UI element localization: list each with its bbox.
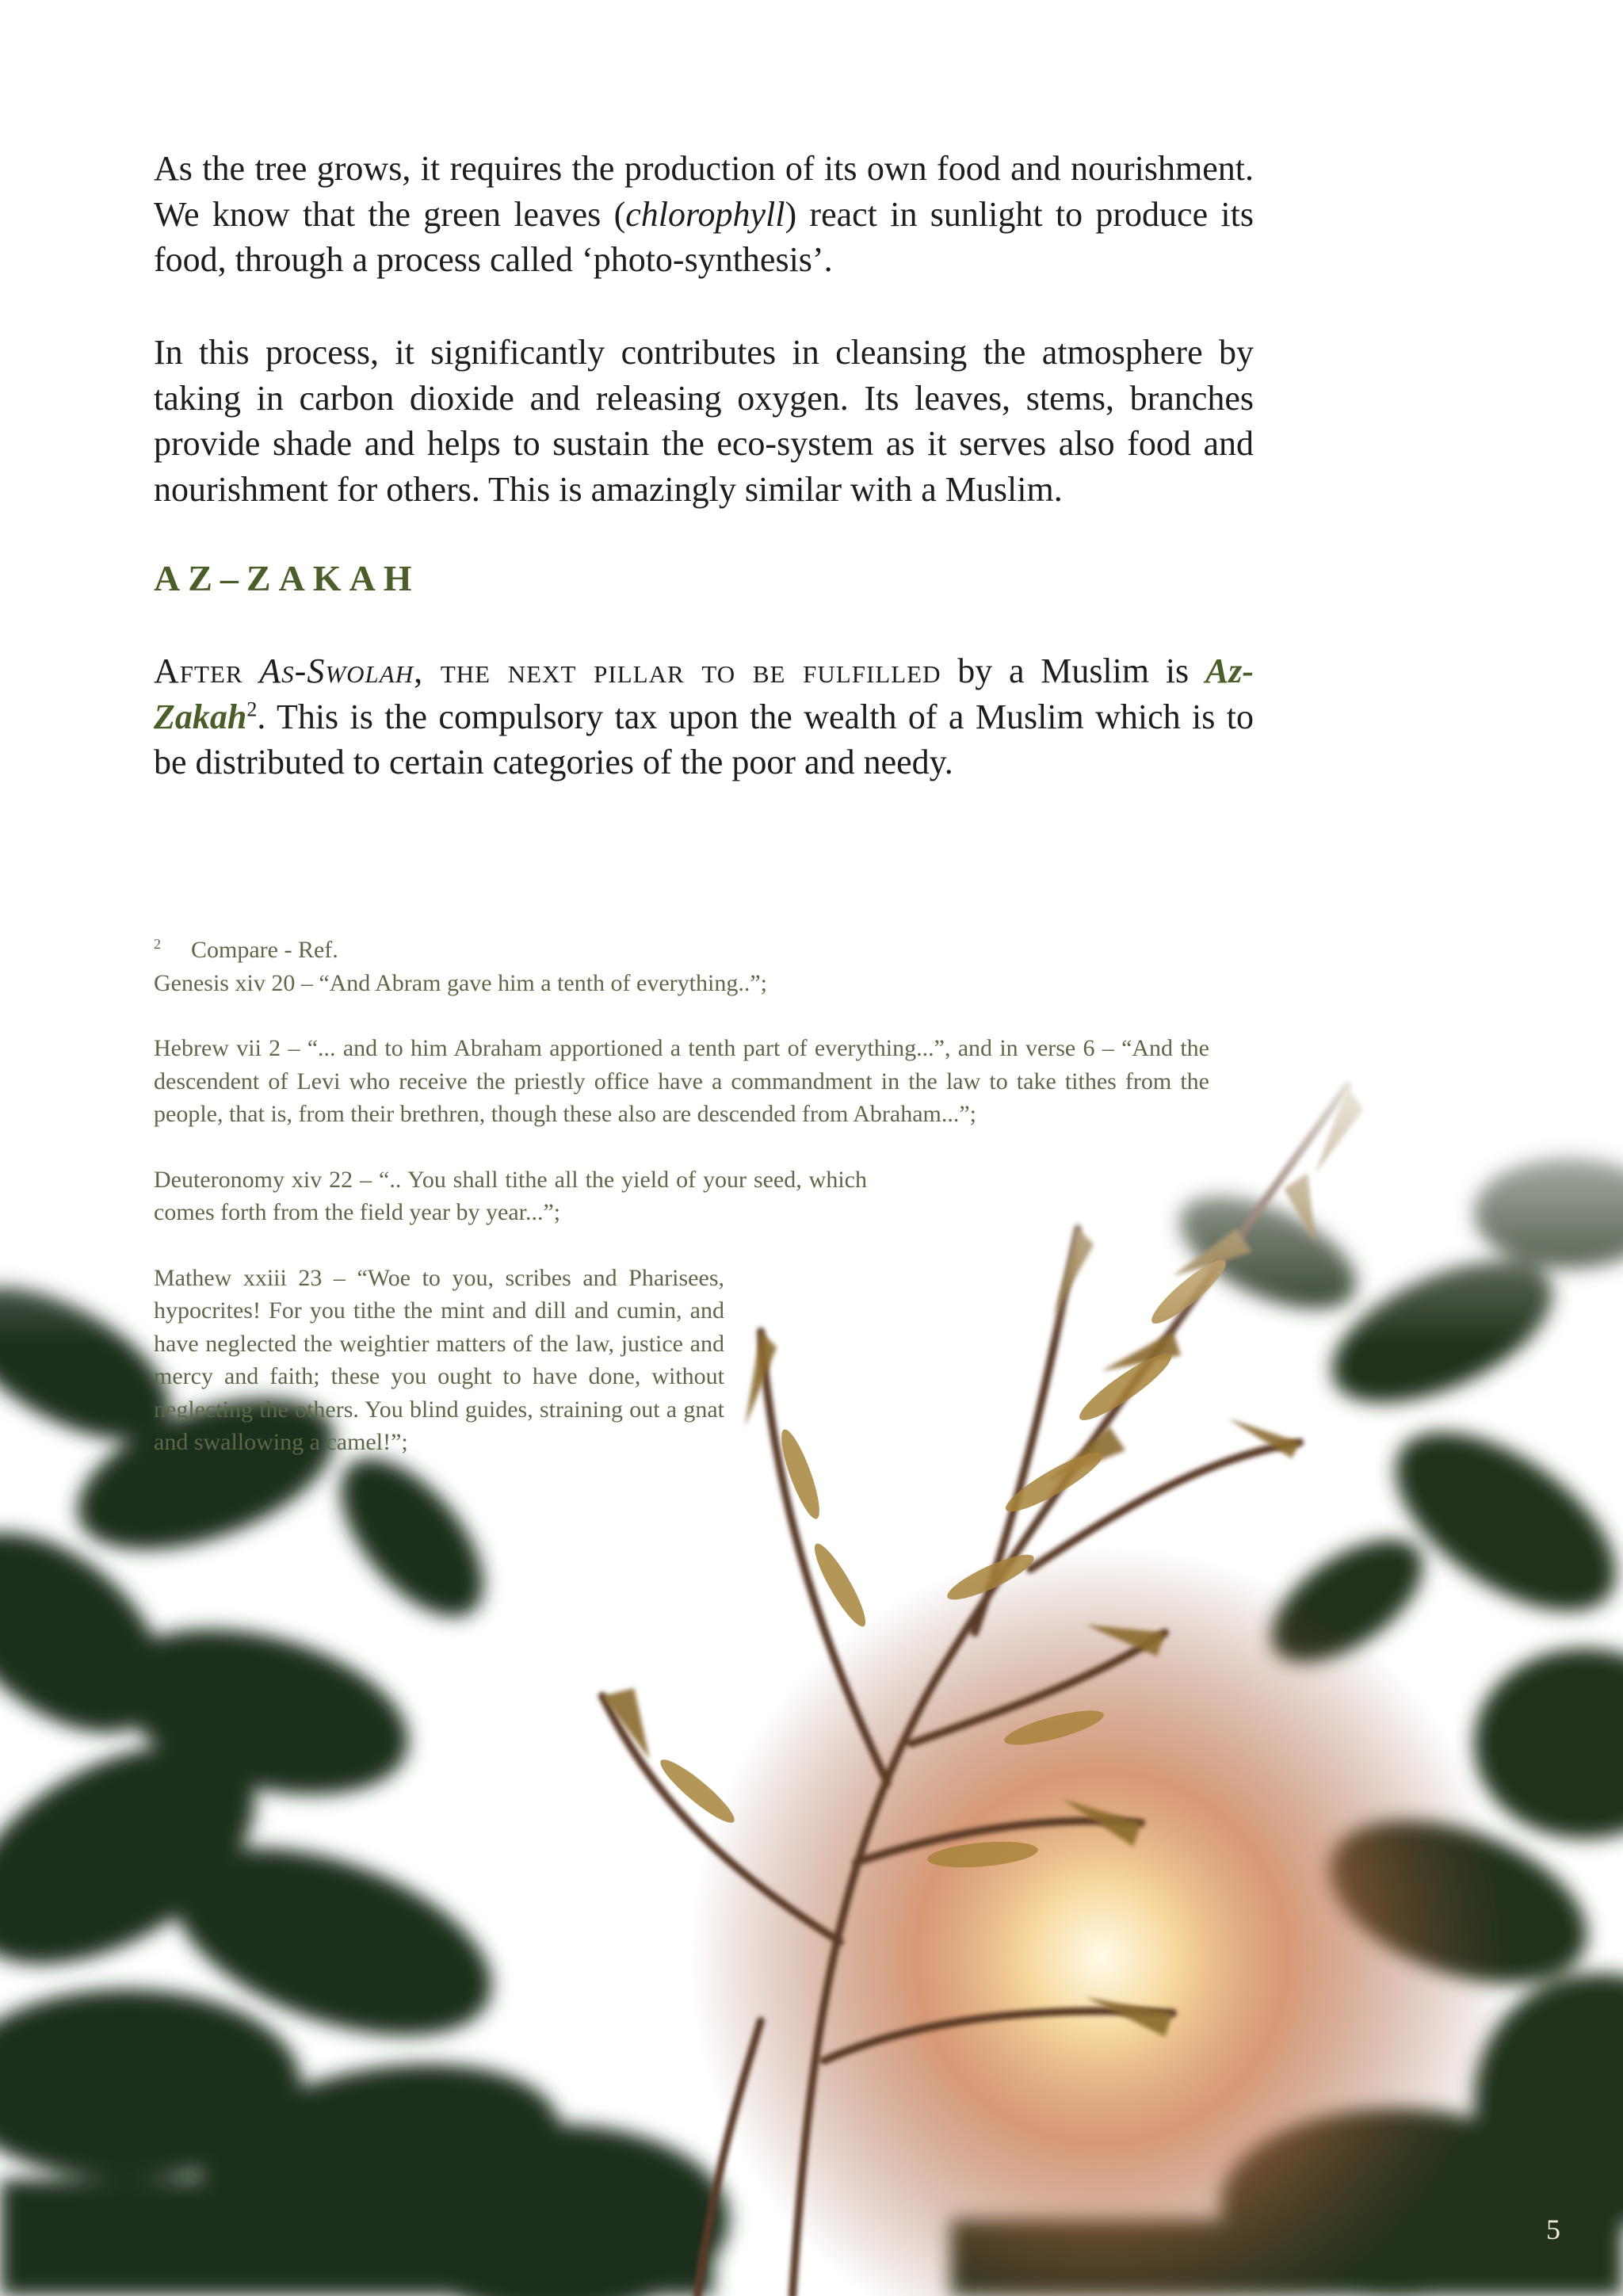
page-number: 5 <box>1546 2214 1560 2245</box>
paragraph-text: by a Muslim is <box>941 651 1205 690</box>
italic-term-chlorophyll: chlorophyll <box>625 194 785 234</box>
paragraph-text: ) react in sunlight to produce its food, through a process called ‘photo-synthesis’. <box>154 194 1254 279</box>
spacer <box>154 999 1209 1032</box>
footnote-reference[interactable]: 2 <box>246 697 258 720</box>
footnotes-section <box>154 934 1209 1459</box>
paragraph-zakah <box>154 648 1254 785</box>
footnote-hebrew: Hebrew vii 2 – “... and to him Abraham apportioned a tenth part of everything...”, and in verse 6 – “And the descendent of Levi who receive the priestly office have a commandment in the law to take tithes from the people, that is, from their brethren, though these also are descended from Abraham...”; <box>154 1035 1209 1127</box>
paragraph-atmosphere: In this process, it significantly contributes in cleansing the atmosphere by taking in carbon dioxide and releasing oxygen. Its leaves, stems, branches provide shade and helps to sustain the eco-system as it serves also food and nourishment for others. This is amazingly similar with a Muslim. <box>154 333 1254 509</box>
term-az-zakah: Az-Zakah <box>154 651 1254 736</box>
spacer <box>154 1131 1209 1163</box>
footnote-heading-text: Compare - Ref. <box>191 937 338 963</box>
paragraph-photosynthesis <box>154 146 1254 283</box>
paragraph-text: . This is the compulsory tax upon the wealth of a Muslim which is to be distributed to certain categories of the poor and needy. <box>154 697 1254 781</box>
footnote-marker: 2 <box>154 936 161 952</box>
footnote-genesis: Genesis xiv 20 – “And Abram gave him a tenth of everything..”; <box>154 969 767 996</box>
smallcaps-text: , the next pillar to be fulfilled <box>414 651 941 690</box>
footnote-mathew: Mathew xxiii 23 – “Woe to you, scribes and Pharisees, hypocrites! For you tithe the mint and dill and cumin, and have neglected the weightier matters of the law, justice and mercy and faith; these you ought to have done, without neglecting the others. You blind guides, straining out a gnat and swallowing a camel!”; <box>154 1264 724 1455</box>
footnote-heading <box>154 934 1209 967</box>
italic-term-as-swolah: As-Swolah <box>259 651 414 690</box>
paragraph-text: As the tree grows, it requires the production of its own food and nourishment. We know that the green leaves ( <box>154 149 1254 234</box>
section-heading: AZ–ZAKAH <box>154 558 420 598</box>
spacer <box>154 1229 1209 1262</box>
smallcaps-text: After <box>154 651 243 690</box>
footnote-deuteronomy: Deuteronomy xiv 22 – “.. You shall tithe all the yield of your seed, which comes forth from the field year by year...”; <box>154 1166 867 1225</box>
